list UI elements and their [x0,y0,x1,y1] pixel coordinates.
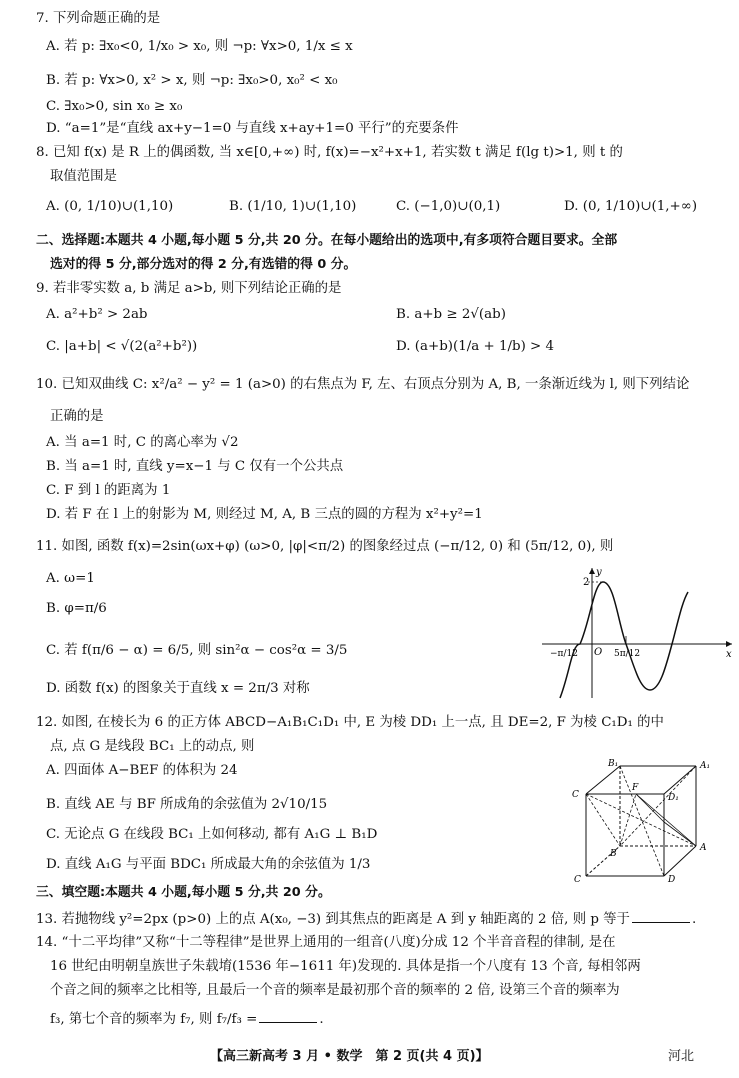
q7-stem: 7. 下列命题正确的是 [36,11,161,26]
q13-end: . [691,912,697,927]
q8-option-a: A. (0, 1/10)∪(1,10) [46,199,174,214]
q8-stem-continued: 取值范围是 [50,169,117,184]
edge-c1b1 [586,766,620,794]
q12-cube-figure [566,754,726,886]
q7-option-b: B. 若 p: ∀x>0, x² > x, 则 ¬p: ∃x₀>0, x₀² < x₀ [46,73,338,88]
q14-line4 [50,1010,324,1029]
line-bf [620,794,636,846]
label-a1: A₁ [700,761,711,771]
label-c1: C [572,790,579,800]
q12-stem-continued: 点, 点 G 是线段 BC₁ 上的动点, 则 [50,739,255,754]
q14-line4-text: f₃, 第七个音的频率为 f₇, 则 f₇/f₃ = [50,1012,258,1027]
q13 [36,910,696,929]
y-axis-arrow [589,568,595,574]
q11-option-b: B. φ=π/6 [46,601,107,616]
q14-line3: 个音之间的频率之比相等, 且最后一个音的频率是最初那个音的频率的 2 倍, 设第三个音的频率为 [50,983,620,998]
footer-page-info: 【高三新高考 3 月 • 数学 第 2 页(共 4 页)】 [210,1049,489,1064]
sine-curve [560,582,688,698]
q11-stem: 11. 如图, 函数 f(x)=2sin(ωx+φ) (ω>0, |φ|<π/2) 的图象经过点 (−π/12, 0) 和 (5π/12, 0), 则 [36,539,614,554]
label-b: B [610,849,617,859]
label-d: D [668,875,676,885]
q9-option-d: D. (a+b)(1/a + 1/b) > 4 [396,339,555,354]
q14-line2: 16 世纪由明朝皇族世子朱载堉(1536 年−1611 年)发现的. 具体是指一个八度有 13 个音, 每相邻两 [50,959,641,974]
q10-stem-continued: 正确的是 [50,409,104,424]
line-fa [636,794,696,846]
q14-line1: 14. “十二平均律”又称“十二等程律”是世界上通用的一组音(八度)分成 12 个半音音程的律制, 是在 [36,935,616,950]
right-zero-label: 5π/12 [614,649,641,659]
q13-text: 13. 若抛物线 y²=2px (p>0) 上的点 A(x₀, −3) 到其焦点的距离是 A 到 y 轴距离的 2 倍, 则 p 等于 [36,912,630,927]
label-d1: D₁ [668,793,679,803]
q11-option-c: C. 若 f(π/6 − α) = 6/5, 则 sin²α − cos²α = 3/5 [46,643,348,658]
q10-option-b: B. 当 a=1 时, 直线 y=x−1 与 C 仅有一个公共点 [46,459,344,474]
section2-heading: 二、选择题:本题共 4 小题,每小题 5 分,共 20 分。在每小题给出的选项中,有多项符合题目要求。全部 [36,233,618,248]
q12-option-a: A. 四面体 A−BEF 的体积为 24 [46,763,238,778]
section2-heading-continued: 选对的得 5 分,部分选对的得 2 分,有选错的得 0 分。 [50,257,357,272]
line-c1b [586,794,620,846]
section3-heading: 三、填空题:本题共 4 小题,每小题 5 分,共 20 分。 [36,885,331,900]
label-a: A [700,843,707,853]
q11-option-a: A. ω=1 [46,571,95,586]
line-ca [586,794,696,846]
q9-stem: 9. 若非零实数 a, b 满足 a>b, 则下列结论正确的是 [36,281,342,296]
q7-option-a: A. 若 p: ∃x₀<0, 1/x₀ > x₀, 则 ¬p: ∀x>0, 1/x ≤ x [46,39,353,54]
x-axis-arrow [726,641,732,647]
label-b1: B₁ [608,759,619,769]
q7-option-d: D. “a=1”是“直线 ax+y−1=0 与直线 x+ay+1=0 平行”的充要条件 [46,121,459,136]
line-a1b [620,766,696,846]
q11-option-d: D. 函数 f(x) 的图象关于直线 x = 2π/3 对称 [46,681,310,696]
q7-option-c: C. ∃x₀>0, sin x₀ ≥ x₀ [46,99,183,114]
q11-sine-graph [536,562,736,702]
q9-option-b: B. a+b ≥ 2√(ab) [396,307,506,322]
q12-option-c: C. 无论点 G 在线段 BC₁ 上如何移动, 都有 A₁G ⊥ B₁D [46,827,378,842]
q14-end: . [319,1012,324,1027]
q10-stem: 10. 已知双曲线 C: x²/a² − y² = 1 (a>0) 的右焦点为 F, 左、右顶点分别为 A, B, 一条渐近线为 l, 则下列结论 [36,377,690,392]
label-c: C [574,875,581,885]
line-b1d [620,766,664,876]
q12-option-b: B. 直线 AE 与 BF 所成角的余弦值为 2√10/15 [46,797,328,812]
edge-d1a1 [664,766,696,794]
q8-stem: 8. 已知 f(x) 是 R 上的偶函数, 当 x∈[0,+∞) 时, f(x)=−x²+x+1, 若实数 t 满足 f(lg t)>1, 则 t 的 [36,145,623,160]
q10-option-d: D. 若 F 在 l 上的射影为 M, 则经过 M, A, B 三点的圆的方程为 x²+y²=1 [46,507,483,522]
edge-da [664,846,696,876]
line-fe [636,794,664,822]
label-f: F [632,783,639,793]
q9-option-a: A. a²+b² > 2ab [46,307,148,322]
line-ea [664,822,696,846]
q8-option-c: C. (−1,0)∪(0,1) [396,199,501,214]
q12-stem: 12. 如图, 在棱长为 6 的正方体 ABCD−A₁B₁C₁D₁ 中, E 为棱 DD₁ 上一点, 且 DE=2, F 为棱 C₁D₁ 的中 [36,715,664,730]
origin-label: O [594,647,603,658]
q10-option-c: C. F 到 l 的距离为 1 [46,483,171,498]
q9-option-c: C. |a+b| < √(2(a²+b²)) [46,339,198,354]
y-axis-label: y [596,567,602,578]
x-axis-label: x [726,649,732,660]
q13-answer-blank [632,910,690,923]
q14-answer-blank [259,1010,317,1023]
q8-option-d: D. (0, 1/10)∪(1,+∞) [564,199,698,214]
q12-option-d: D. 直线 A₁G 与平面 BDC₁ 所成最大角的余弦值为 1/3 [46,857,371,872]
q8-option-b: B. (1/10, 1)∪(1,10) [229,199,357,214]
ymax-label: 2 [583,577,590,588]
q10-option-a: A. 当 a=1 时, C 的离心率为 √2 [46,435,239,450]
footer-region: 河北 [668,1049,695,1064]
left-zero-label: −π/12 [550,649,578,659]
